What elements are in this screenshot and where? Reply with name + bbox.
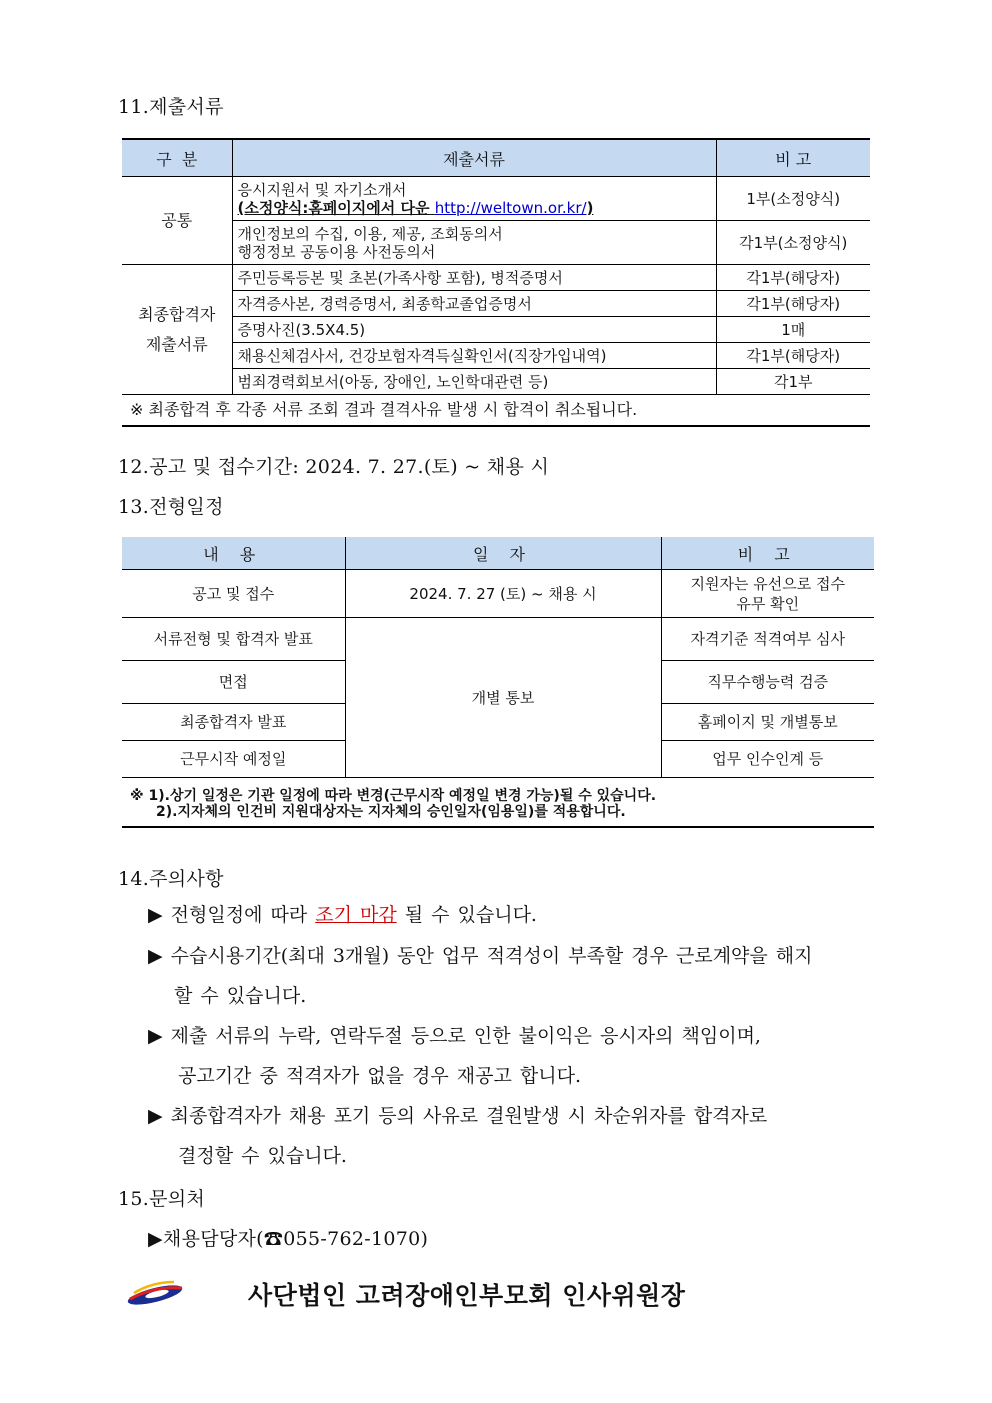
doc-line: 응시지원서 및 자기소개서: [237, 180, 407, 199]
header-notes: 비 고: [661, 537, 874, 570]
item-cell: 공고 및 접수: [122, 570, 345, 618]
notice-text: ▶ 제출 서류의 누락, 연락두절 등으로 인한 불이익은 응시자의 책임이며,: [148, 1025, 761, 1047]
doc-cell: 증명사진(3.5X4.5): [232, 317, 716, 343]
section-12-title: 12.공고 및 접수기간: 2024. 7. 27.(토) ~ 채용 시: [118, 456, 550, 478]
date-merged-cell: 개별 통보: [345, 618, 661, 778]
header-date: 일 자: [345, 537, 661, 570]
table-row: [122, 291, 870, 317]
footnote-line: 2).지자체의 인건비 지원대상자는 지자체의 승인일자(임용일)를 적용합니다.: [156, 804, 626, 820]
table-row: [122, 317, 870, 343]
note-cell: 1부(소정양식): [716, 177, 870, 221]
doc-cell: 주민등록등본 및 초본(가족사항 포함), 병적증명서: [232, 265, 716, 291]
note-cell: 홈페이지 및 개별통보: [661, 704, 874, 741]
table-row: [122, 570, 874, 618]
notice-text: ▶ 전형일정에 따라: [148, 904, 316, 926]
homepage-link[interactable]: http://weltown.or.kr/: [434, 198, 587, 217]
table-row: [122, 177, 870, 221]
section-15-title: 15.문의처: [118, 1188, 206, 1210]
note-cell: 직무수행능력 검증: [661, 661, 874, 704]
note-cell: 업무 인수인계 등: [661, 741, 874, 778]
notice-text: 결정할 수 있습니다.: [178, 1145, 347, 1167]
organization-logo: [124, 1278, 186, 1308]
footnote-row: [122, 395, 870, 427]
notice-text: 공고기간 중 적격자가 없을 경우 재공고 합니다.: [178, 1065, 582, 1087]
notice-item: [148, 1096, 767, 1176]
doc-line: 개인정보의 수집, 이용, 제공, 조회동의서: [237, 224, 503, 243]
table-row: [122, 369, 870, 395]
notice-text: 할 수 있습니다.: [174, 985, 307, 1007]
item-cell: 최종합격자 발표: [122, 704, 345, 741]
group-final: [122, 265, 232, 395]
item-cell: 면접: [122, 661, 345, 704]
issuer-signature: 사단법인 고려장애인부모회 인사위원장: [248, 1281, 686, 1310]
schedule-footnote: [122, 778, 874, 828]
group-common: 공통: [122, 177, 232, 265]
contact-line: ▶채용담당자(☎055-762-1070): [148, 1228, 429, 1250]
header-content: 내 용: [122, 537, 345, 570]
note-line: 지원자는 유선으로 접수: [690, 574, 845, 593]
doc-line-suffix: ): [586, 198, 594, 217]
doc-cell: 자격증사본, 경력증명서, 최종학교졸업증명서: [232, 291, 716, 317]
note-cell: 각1부(해당자): [716, 343, 870, 369]
doc-cell: 범죄경력회보서(아동, 장애인, 노인학대관련 등): [232, 369, 716, 395]
footnote-line: ※ 1).상기 일정은 기관 일정에 따라 변경(근무시작 예정일 변경 가능)될 수 있습니다.: [130, 788, 657, 804]
table-row: [122, 343, 870, 369]
table-row: [122, 618, 874, 661]
notice-item: [148, 1016, 761, 1096]
date-cell: 2024. 7. 27 (토) ~ 채용 시: [345, 570, 661, 618]
early-close-highlight: 조기 마감: [315, 904, 397, 926]
item-cell: 근무시작 예정일: [122, 741, 345, 778]
section-13-title: 13.전형일정: [118, 496, 224, 518]
note-cell: 각1부(소정양식): [716, 221, 870, 265]
documents-footnote: ※ 최종합격 후 각종 서류 조회 결과 결격사유 발생 시 합격이 취소됩니다.: [122, 395, 870, 427]
table-row: [122, 221, 870, 265]
doc-cell: [232, 221, 716, 265]
table-header-row: [122, 537, 874, 570]
group-final-line2: 제출서류: [145, 334, 208, 354]
note-cell: 1매: [716, 317, 870, 343]
section-11-title: 11.제출서류: [118, 96, 224, 118]
header-notes: 비 고: [716, 139, 870, 177]
doc-line-underlined: (소정양식:홈페이지에서 다운: [237, 198, 435, 217]
note-cell: 자격기준 적격여부 심사: [661, 618, 874, 661]
note-cell: 각1부: [716, 369, 870, 395]
notice-text: ▶ 수습시용기간(최대 3개월) 동안 업무 적격성이 부족할 경우 근로계약을 해지: [148, 945, 813, 967]
documents-table: [122, 138, 870, 427]
notice-text: 될 수 있습니다.: [396, 904, 537, 926]
doc-cell: 채용신체검사서, 건강보험자격득실확인서(직장가입내역): [232, 343, 716, 369]
section-14-title: 14.주의사항: [118, 868, 224, 890]
note-cell: 각1부(해당자): [716, 291, 870, 317]
note-cell: 각1부(해당자): [716, 265, 870, 291]
notice-item: [148, 895, 537, 935]
item-cell: 서류전형 및 합격자 발표: [122, 618, 345, 661]
table-header-row: [122, 139, 870, 177]
header-documents: 제출서류: [232, 139, 716, 177]
table-row: [122, 265, 870, 291]
group-final-line1: 최종합격자: [138, 304, 216, 324]
notice-item: [148, 936, 813, 1016]
doc-cell: [232, 177, 716, 221]
note-line: 유무 확인: [736, 594, 800, 613]
schedule-table: [122, 537, 874, 828]
notice-text: ▶ 최종합격자가 채용 포기 등의 사유로 결원발생 시 차순위자를 합격자로: [148, 1105, 768, 1127]
doc-line: 행정정보 공동이용 사전동의서: [237, 242, 436, 261]
footnote-row: [122, 778, 874, 828]
note-cell: [661, 570, 874, 618]
header-category: 구 분: [122, 139, 232, 177]
